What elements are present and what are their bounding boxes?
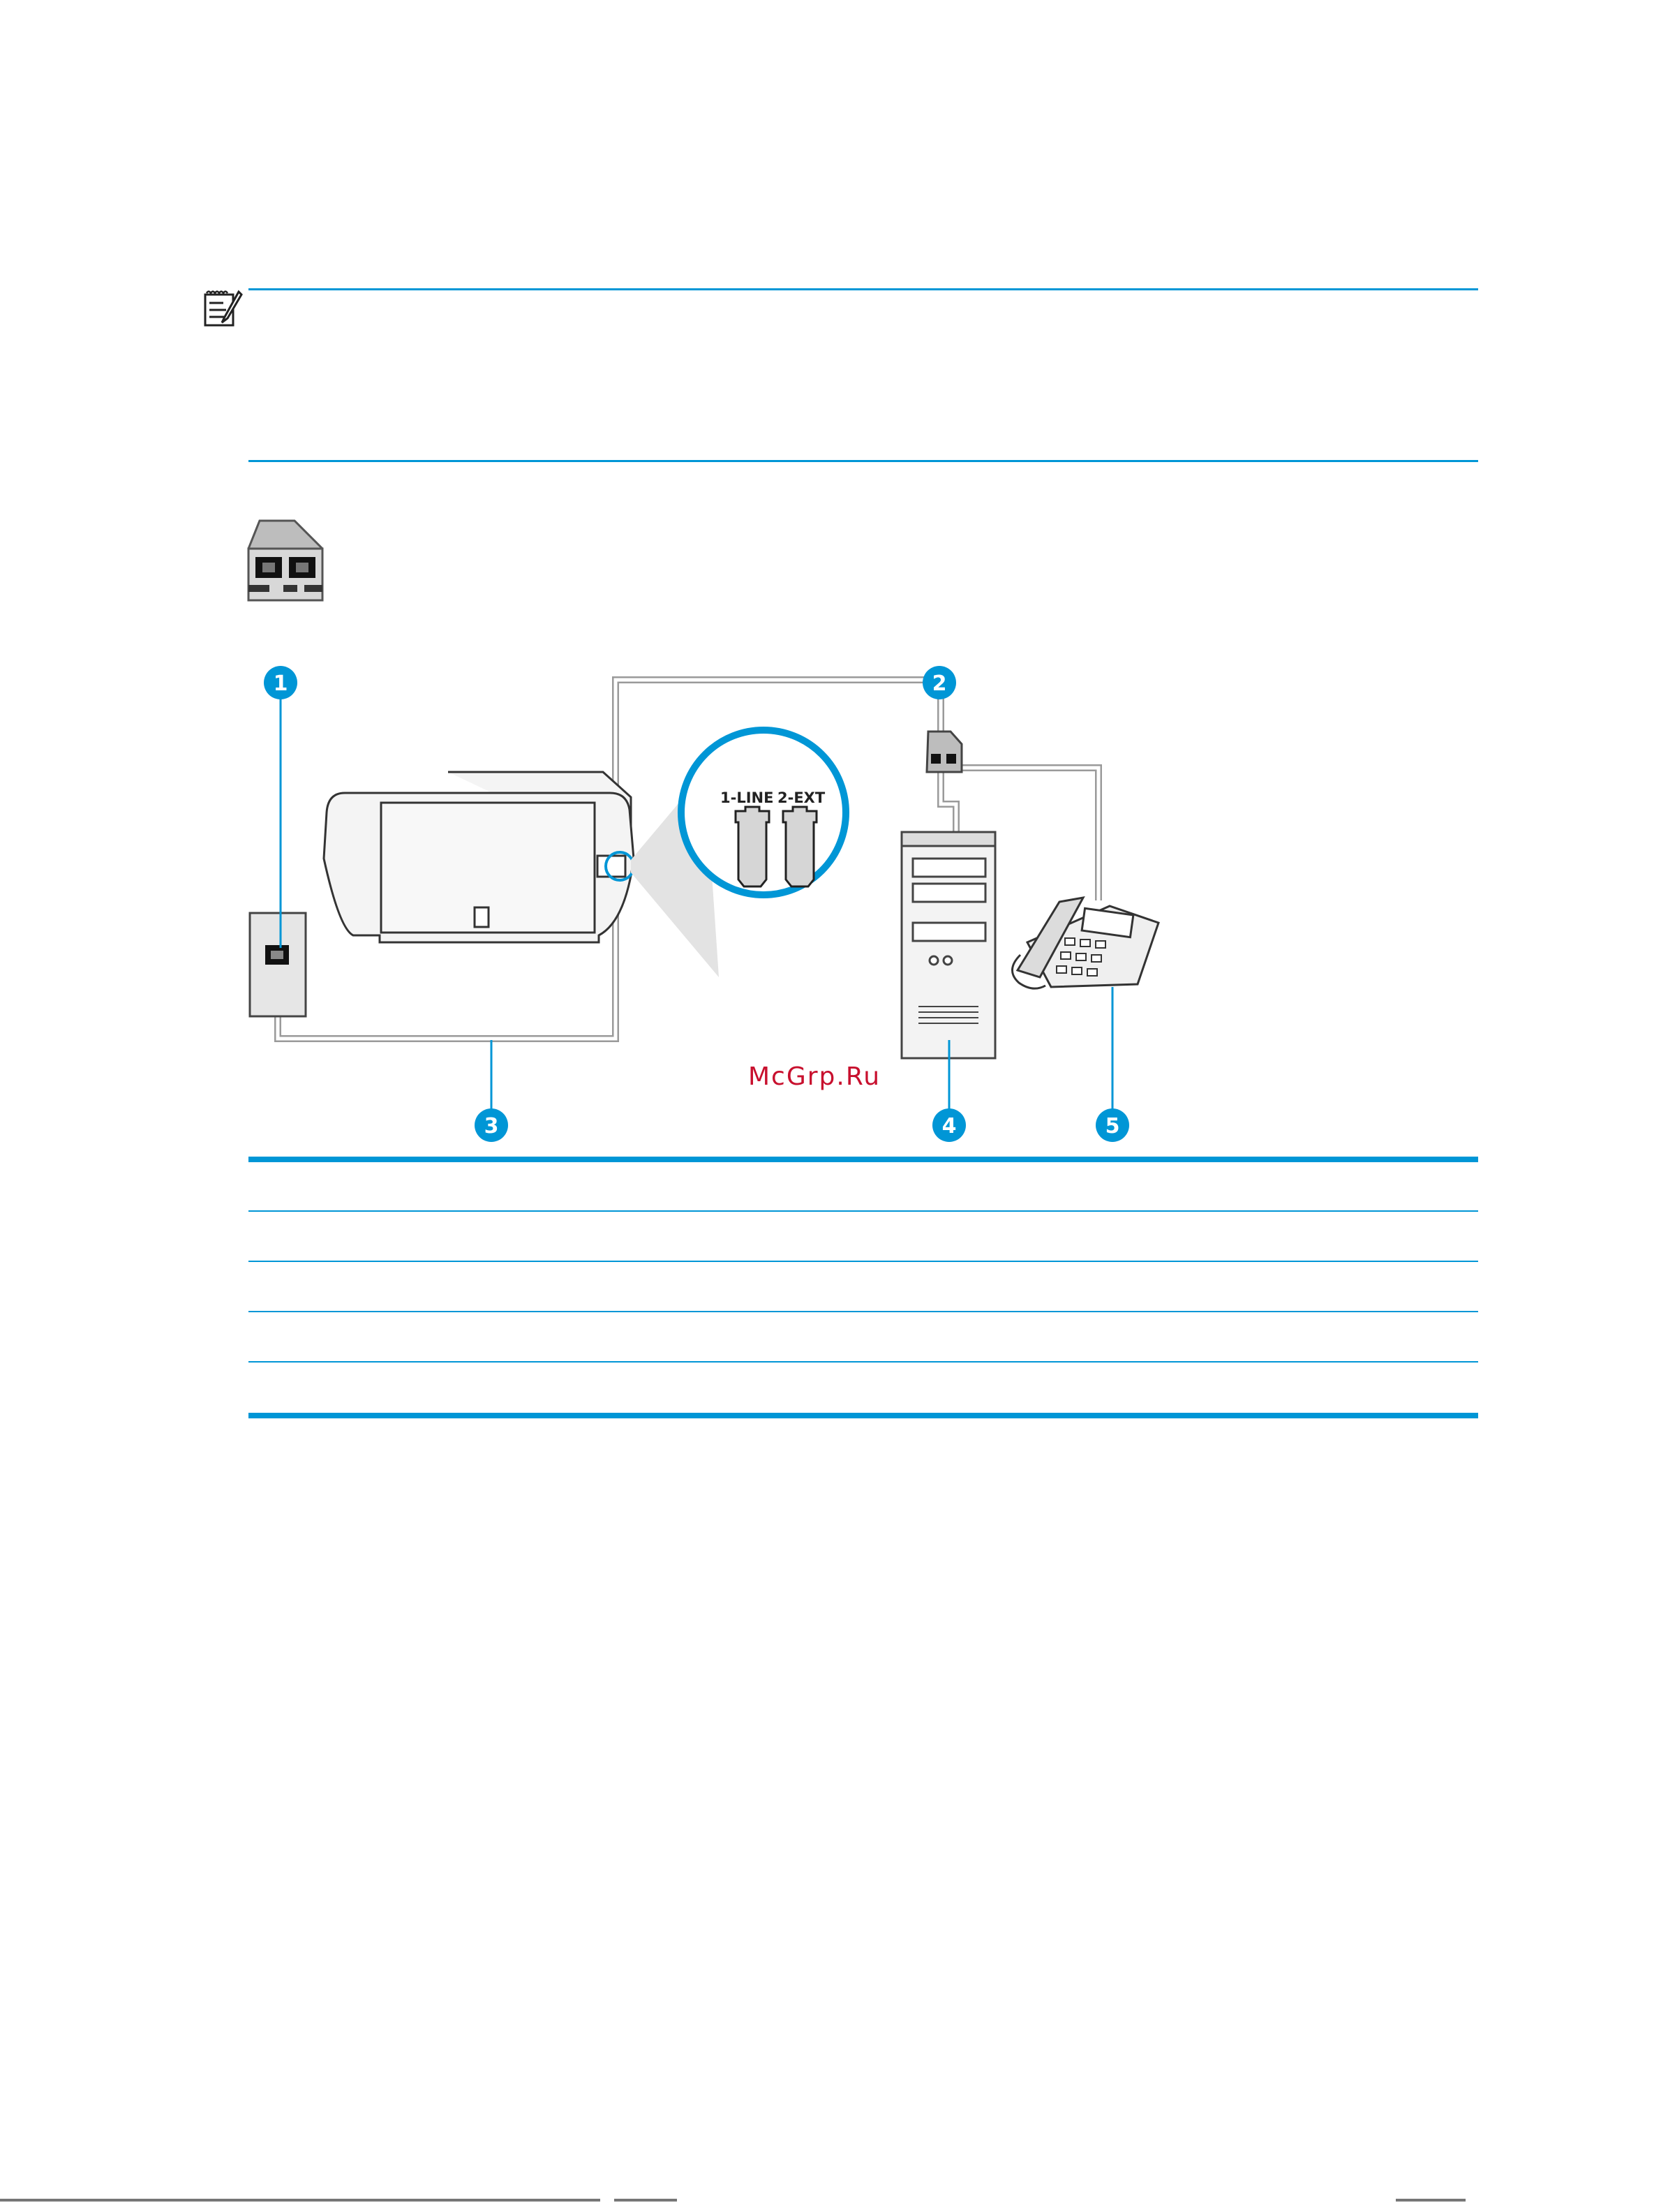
footer-mark [1396, 2199, 1466, 2202]
note-bottom-rule [248, 460, 1478, 462]
callout-3 [475, 1108, 508, 1142]
callout-5 [1096, 1108, 1129, 1142]
splitter [927, 732, 962, 772]
callout-4 [932, 1108, 966, 1142]
port-label-ext: 2-EXT [777, 789, 826, 806]
computer-tower [902, 832, 995, 1058]
table-row-rule [248, 1361, 1478, 1363]
callout-2 [923, 666, 956, 699]
svg-text:3: 3 [484, 1114, 499, 1138]
printer-rear [324, 772, 634, 942]
footer-mark [614, 2199, 677, 2202]
note-top-rule [248, 288, 1478, 290]
note-icon [202, 289, 243, 329]
svg-text:5: 5 [1105, 1114, 1120, 1138]
table-top-rule [248, 1157, 1478, 1162]
watermark: McGrp.Ru [748, 1062, 881, 1091]
port-label-line: 1-LINE [720, 789, 774, 806]
svg-text:2: 2 [932, 671, 947, 696]
parallel-splitter-icon [246, 518, 325, 604]
connection-diagram [230, 649, 1207, 1152]
wall-jack [250, 913, 306, 1016]
table-row-rule [248, 1210, 1478, 1212]
telephone [1012, 898, 1159, 988]
svg-text:1: 1 [273, 671, 288, 696]
svg-text:4: 4 [941, 1114, 957, 1138]
table-bottom-rule [248, 1413, 1478, 1418]
footer-mark [0, 2199, 600, 2202]
table-row-rule [248, 1311, 1478, 1312]
callout-1 [264, 666, 297, 699]
table-row-rule [248, 1261, 1478, 1262]
